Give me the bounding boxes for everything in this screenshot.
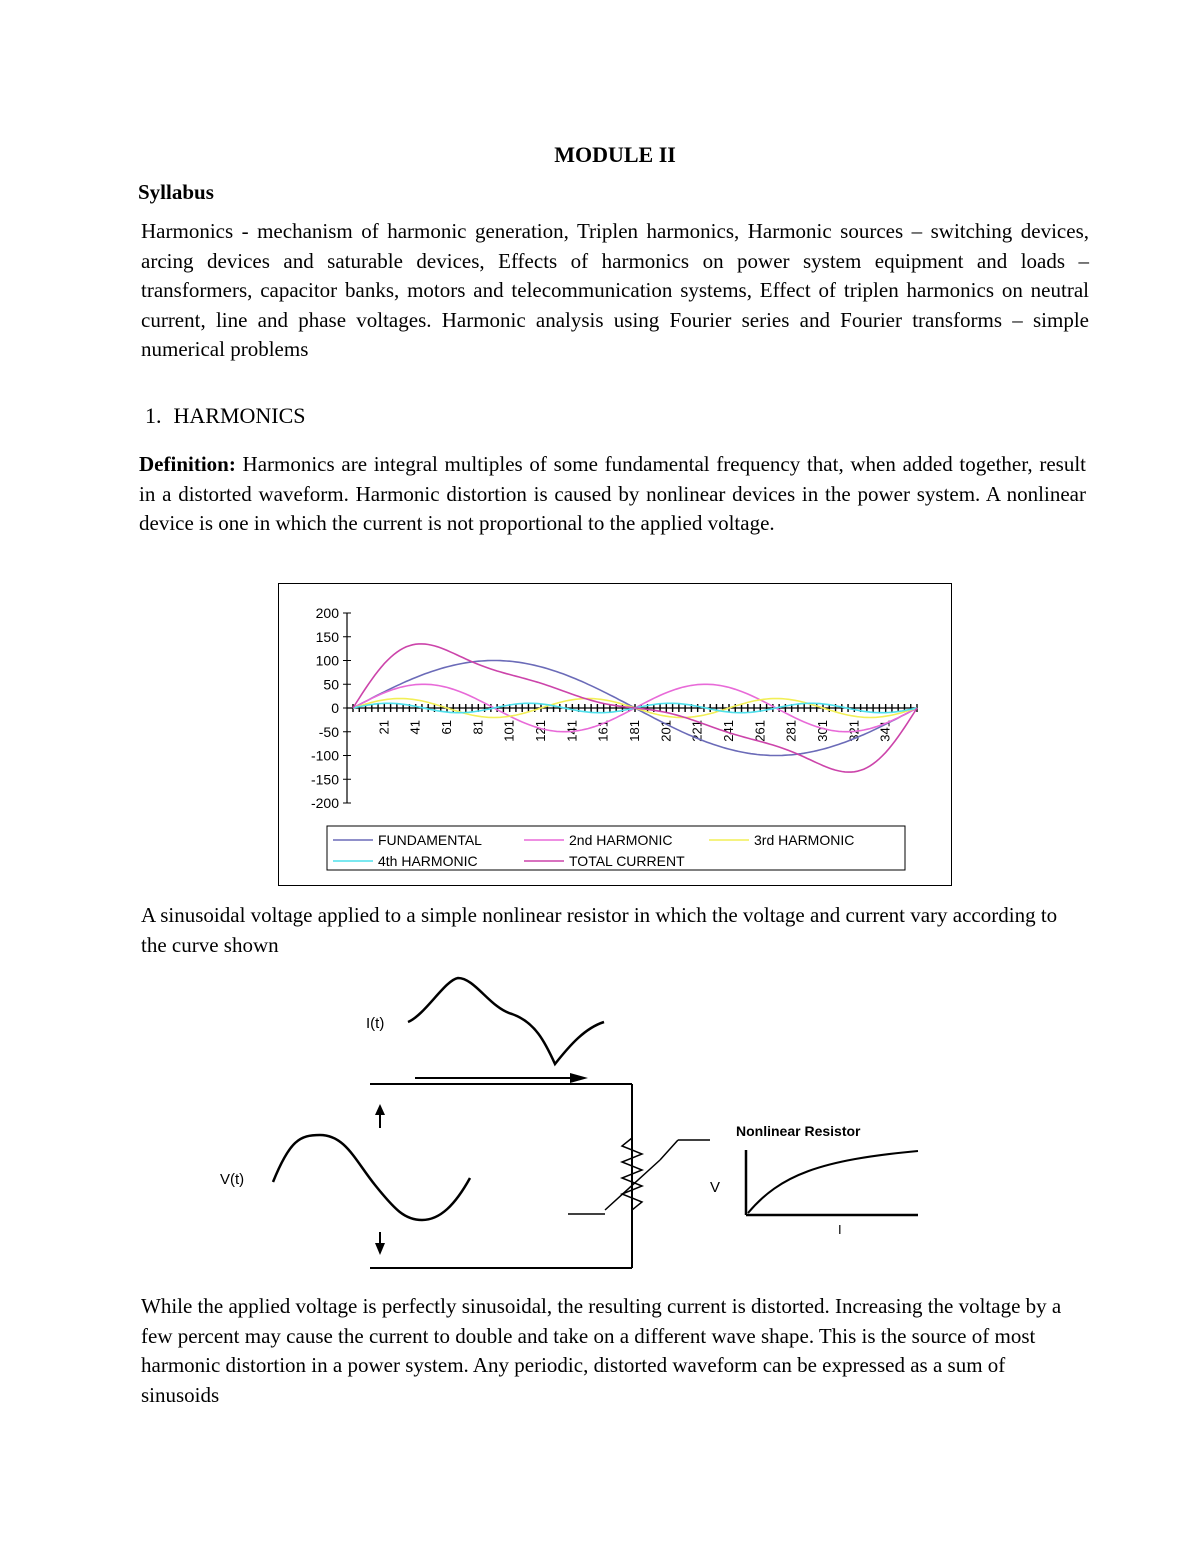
section-number: 1. [145,403,162,428]
i-axis-label: I [838,1222,842,1237]
definition-paragraph [139,450,1086,539]
x-tick-label: 241 [721,720,736,742]
y-tick-label: 50 [323,676,339,693]
legend-entry: FUNDAMENTAL [378,832,482,848]
resistor-title: Nonlinear Resistor [736,1123,861,1139]
module-title: MODULE II [554,142,676,167]
x-tick-label: 81 [470,720,486,735]
vi-curve [748,1151,918,1213]
x-tick-label: 121 [533,720,548,742]
syllabus-text: Harmonics - mechanism of harmonic generation, Triplen harmonics, Harmonic sources – switching devices, arcing devices and saturable devices, Effects of harmonics on power system equipment and loads – transformers, capacitor banks, motors and telecommunication systems, Effect of triplen harmonics on neutral current, line and phase voltages. Harmonic analysis using Fourier series and Fourier transforms – simple numerical problems [141,219,1089,361]
x-tick-label: 161 [595,720,611,742]
section-heading [145,403,306,429]
v-axis-label: V [710,1179,721,1196]
x-tick-label: 41 [407,720,423,735]
legend-entry: 2nd HARMONIC [569,832,673,848]
x-tick-label: 181 [627,720,642,742]
x-tick-label: 341 [877,720,893,742]
voltage-label: V(t) [220,1171,245,1188]
y-tick-label: -200 [310,795,339,811]
x-tick-label: 221 [689,720,705,742]
legend-entry: 4th HARMONIC [378,853,478,869]
harmonics-chart-svg [279,584,953,887]
current-arrow-icon [570,1073,588,1083]
x-tick-label: 301 [815,720,830,742]
nonlinear-circuit-diagram [200,970,960,1275]
paragraph-distortion: While the applied voltage is perfectly sinusoidal, the resulting current is distorted. Increasing the voltage by a few percent may cause the current to double and take on a different wave shape. This is the source of most harmonic distortion in a power system. Any periodic, distorted waveform can be expressed as a sum of sinusoids [141,1294,1062,1407]
definition-label: Definition: [139,452,236,476]
x-tick-label: 61 [439,720,454,735]
circuit-svg [200,970,960,1275]
x-tick-label: 201 [658,720,674,742]
x-tick-label: 21 [376,720,392,735]
down-arrow-icon [375,1243,385,1255]
x-tick-label: 101 [501,720,517,742]
up-arrow-icon [375,1104,385,1115]
section-title: HARMONICS [173,403,306,428]
y-tick-label: 100 [315,652,339,669]
y-tick-label: -50 [318,723,339,740]
y-tick-label: 0 [331,700,339,716]
x-tick-label: 281 [783,720,799,742]
legend-entry: 3rd HARMONIC [754,832,855,848]
voltage-waveform [273,1135,470,1220]
y-tick-label: 150 [315,628,339,645]
x-tick-label: 141 [564,720,580,742]
y-tick-label: -100 [310,747,339,764]
x-tick-label: 261 [752,720,768,742]
current-label: I(t) [366,1015,385,1032]
definition-text: Harmonics are integral multiples of some fundamental frequency that, when added together, result in a distorted waveform. Harmonic distortion is caused by nonlinear devices in the power system. A nonlinear device is one in which the current is not proportional to the applied voltage. [139,452,1086,535]
current-waveform [408,978,604,1064]
y-tick-label: -150 [310,771,339,788]
legend-entry: TOTAL CURRENT [569,853,685,869]
x-tick-label: 321 [846,720,862,742]
syllabus-heading: Syllabus [138,180,214,204]
harmonics-chart [278,583,952,886]
y-tick-label: 200 [315,605,339,621]
caption-sinusoidal: A sinusoidal voltage applied to a simple nonlinear resistor in which the voltage and current vary according to the curve shown [141,903,1058,957]
